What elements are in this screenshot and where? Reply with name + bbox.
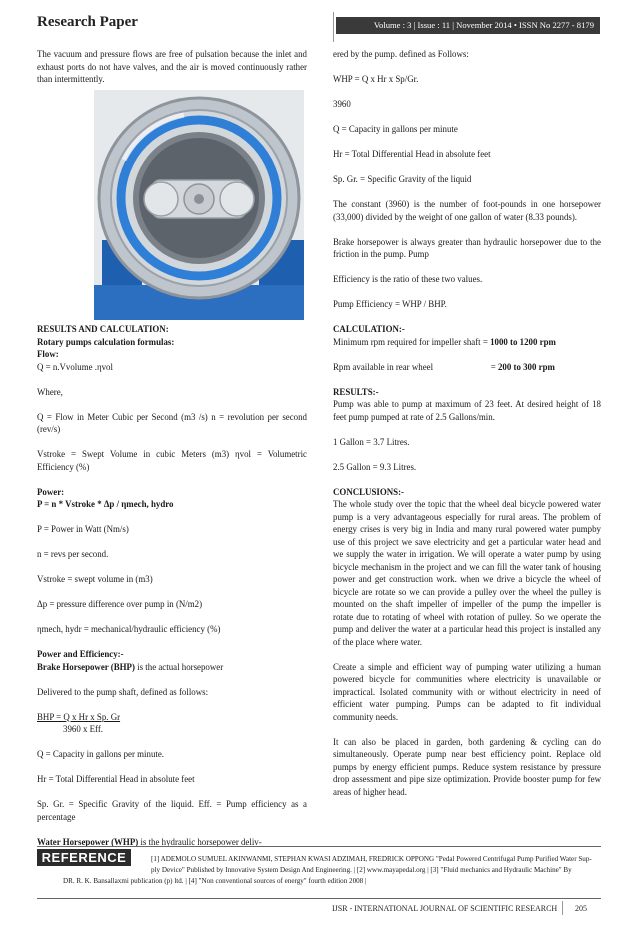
right-column [333,48,601,798]
whp-formula: WHP = Q x Hr x Sp/Gr. [333,74,419,84]
bhp-formula: BHP = Q x Hr x Sp. Gr [37,711,121,722]
where-text: Where, [37,386,63,397]
power-efficiency-heading: Power and Efficiency:- [37,649,124,659]
bhp-denominator: 3960 x Eff. [63,724,104,734]
bhp-paragraph [37,661,307,674]
min-rpm-label: Minimum rpm required for impeller shaft = [333,336,491,347]
flow-formula: Q = n.Vvolume .ηvol [37,361,113,372]
reference-line-3: DR. R. K. Bansallaxmi publication (p) ltd. | [4] "Non conventional sources of energy" fourth edition 2008 | [63,877,367,885]
rpm-label: Rpm available in rear wheel = [333,361,498,372]
journal-label: Research Paper [37,14,138,30]
dp-definition: Δp = pressure difference over pump in (N/m2) [37,599,203,609]
min-rpm-value: 1000 to 1200 rpm [490,336,556,347]
footer-journal: IJSR - INTERNATIONAL JOURNAL OF SCIENTIFIC RESEARCH [332,904,558,913]
vstroke-definition: Vstroke = Swept Volume in cubic Meters (m3) ηvol = Volumetric Efficiency (%) [37,449,307,472]
footer-rule [37,898,601,899]
header-divider [333,12,334,42]
results-heading: RESULTS AND CALCULATION: [37,324,169,334]
page-number: 205 [575,904,587,913]
min-rpm-line [333,336,601,349]
hr-definition-right: Hr = Total Differential Head in absolute feet [333,149,491,159]
bhp-heading: Brake Horsepower (BHP) [37,661,135,672]
conclusions-text: The whole study over the topic that the wheel deal bicycle powered water pump is a very advantageous especially for rural areas. The problem of energy crises is very big in India and many rural powered water pumpby use of this project we save electricity and get a particular water head and we supply the water in irrigation. We will operate a water pump by using bicycle mechanism in the project and we can fill the water tank of housing power and get construction work. when we drive a bicycle the wheel of bicycle are rotate so we can provide a pulley over the wheel the pulley is mounted on the shaft impeller of impeller of the pump the impeller is rotate due to rotating of wheel with rotation of pulley. So we operate the pump and deliver the water at a particular head this project is installed any of the place where water. [333,499,601,647]
reference-text [37,854,601,887]
power-heading: Power: [37,486,65,497]
eta-definition: ηmech, hydr = mechanical/hydraulic efficiency (%) [37,624,221,634]
volume-banner [336,17,600,34]
pump-efficiency: Pump Efficiency = WHP / BHP. [333,299,447,309]
footer-divider [562,901,563,915]
results-text: Pump was able to pump at maximum of 23 feet. At desired height of 18 feet pump pumped at rate of 2.5 Gallons/min. [333,399,601,422]
flow-heading: Flow: [37,349,59,359]
pump-illustration [94,90,304,320]
whp-tail: is the hydraulic horsepower deliv- [138,836,262,847]
pump-figure [94,90,304,320]
formulas-heading: Rotary pumps calculation formulas: [37,336,175,347]
results-heading-right: RESULTS:- [333,386,379,397]
spgr-definition: Sp. Gr. = Specific Gravity of the liquid. Eff. = Pump efficiency as a percentage [37,799,307,822]
bhp-tail: is the actual horsepower [134,661,224,672]
p-definition: P = Power in Watt (Nm/s) [37,524,129,534]
create-text: Create a simple and efficient way of pumping water utilizing a human powered bicycle for communities where electricity is unavailable or impractical. Isolated community with or without electricity in need of efficient water pumping. Pumps can be adapted to fit individual community needs. [333,661,601,722]
reference-line-1: [1] ADEMOLO SUMUEL AKINWANMI, STEPHAN KWASI ADZIMAH, FREDRICK OPPONG "Pedal Powered Centrifugal Pump Purified Water Sup- [151,855,592,863]
reference-line-2: ply Device" Published by Innovative System Design And Engineering. | [2] www.mayapedal.org | [3] "Fluid mechanics and Hydraulic Machine" By [151,866,572,874]
garden-text: It can also be placed in garden, both gardening & cycling can do simultaneously. Operate pump near best efficiency point. Replace old pumps by energy efficient pumps. Reduce system resistance by pressure drop assessment and pipe size optimization. Provide booster pump for few areas of higher head. [333,736,601,797]
vstroke-definition-2: Vstroke = swept volume in (m3) [37,574,153,584]
hr-definition: Hr = Total Differential Head in absolute feet [37,774,195,784]
brake-paragraph: Brake horsepower is always greater than hydraulic horsepower due to the friction in the pump. Pump [333,236,601,259]
gallon-conversion-1: 1 Gallon = 3.7 Litres. [333,436,410,447]
intro-paragraph: The vacuum and pressure flows are free of pulsation because the inlet and exhaust ports do not have valves, and the air is moved continuously rather than intermittently. [37,49,307,84]
whp-denominator: 3960 [333,99,351,109]
q-definition: Q = Flow in Meter Cubic per Second (m3 /s) n = revolution per second (rev/s) [37,411,307,434]
constant-paragraph: The constant (3960) is the number of foot-pounds in one horsepower (33,000) divided by the weight of one gallon of water (8.33 pounds). [333,199,601,222]
gallon-conversion-2: 2.5 Gallon = 9.3 Litres. [333,461,417,472]
reference-label: REFERENCE [37,849,131,866]
rpm-value: 200 to 300 rpm [497,361,555,372]
reference-rule [37,846,601,847]
volume-info: Volume : 3 | Issue : 11 | November 2014 • ISSN No 2277 - 8179 [373,20,594,30]
q-capacity-right: Q = Capacity in gallons per minute [333,124,458,134]
n-definition: n = revs per second. [37,549,109,559]
rpm-line [333,361,601,374]
q-capacity: Q = Capacity in gallons per minute. [37,749,165,759]
continuation-text: ered by the pump. defined as Follows: [333,49,469,59]
efficiency-paragraph: Efficiency is the ratio of these two values. [333,274,483,284]
spgr-definition-right: Sp. Gr. = Specific Gravity of the liquid [333,174,472,184]
power-formula: P = n * Vstroke * Δp / ηmech, hydro [37,499,174,509]
calculation-heading: CALCULATION:- [333,324,405,334]
delivered-text: Delivered to the pump shaft, defined as follows: [37,686,209,697]
pump-rotor [144,180,254,218]
conclusions-heading: CONCLUSIONS:- [333,486,405,497]
whp-heading: Water Horsepower (WHP) [37,836,139,847]
